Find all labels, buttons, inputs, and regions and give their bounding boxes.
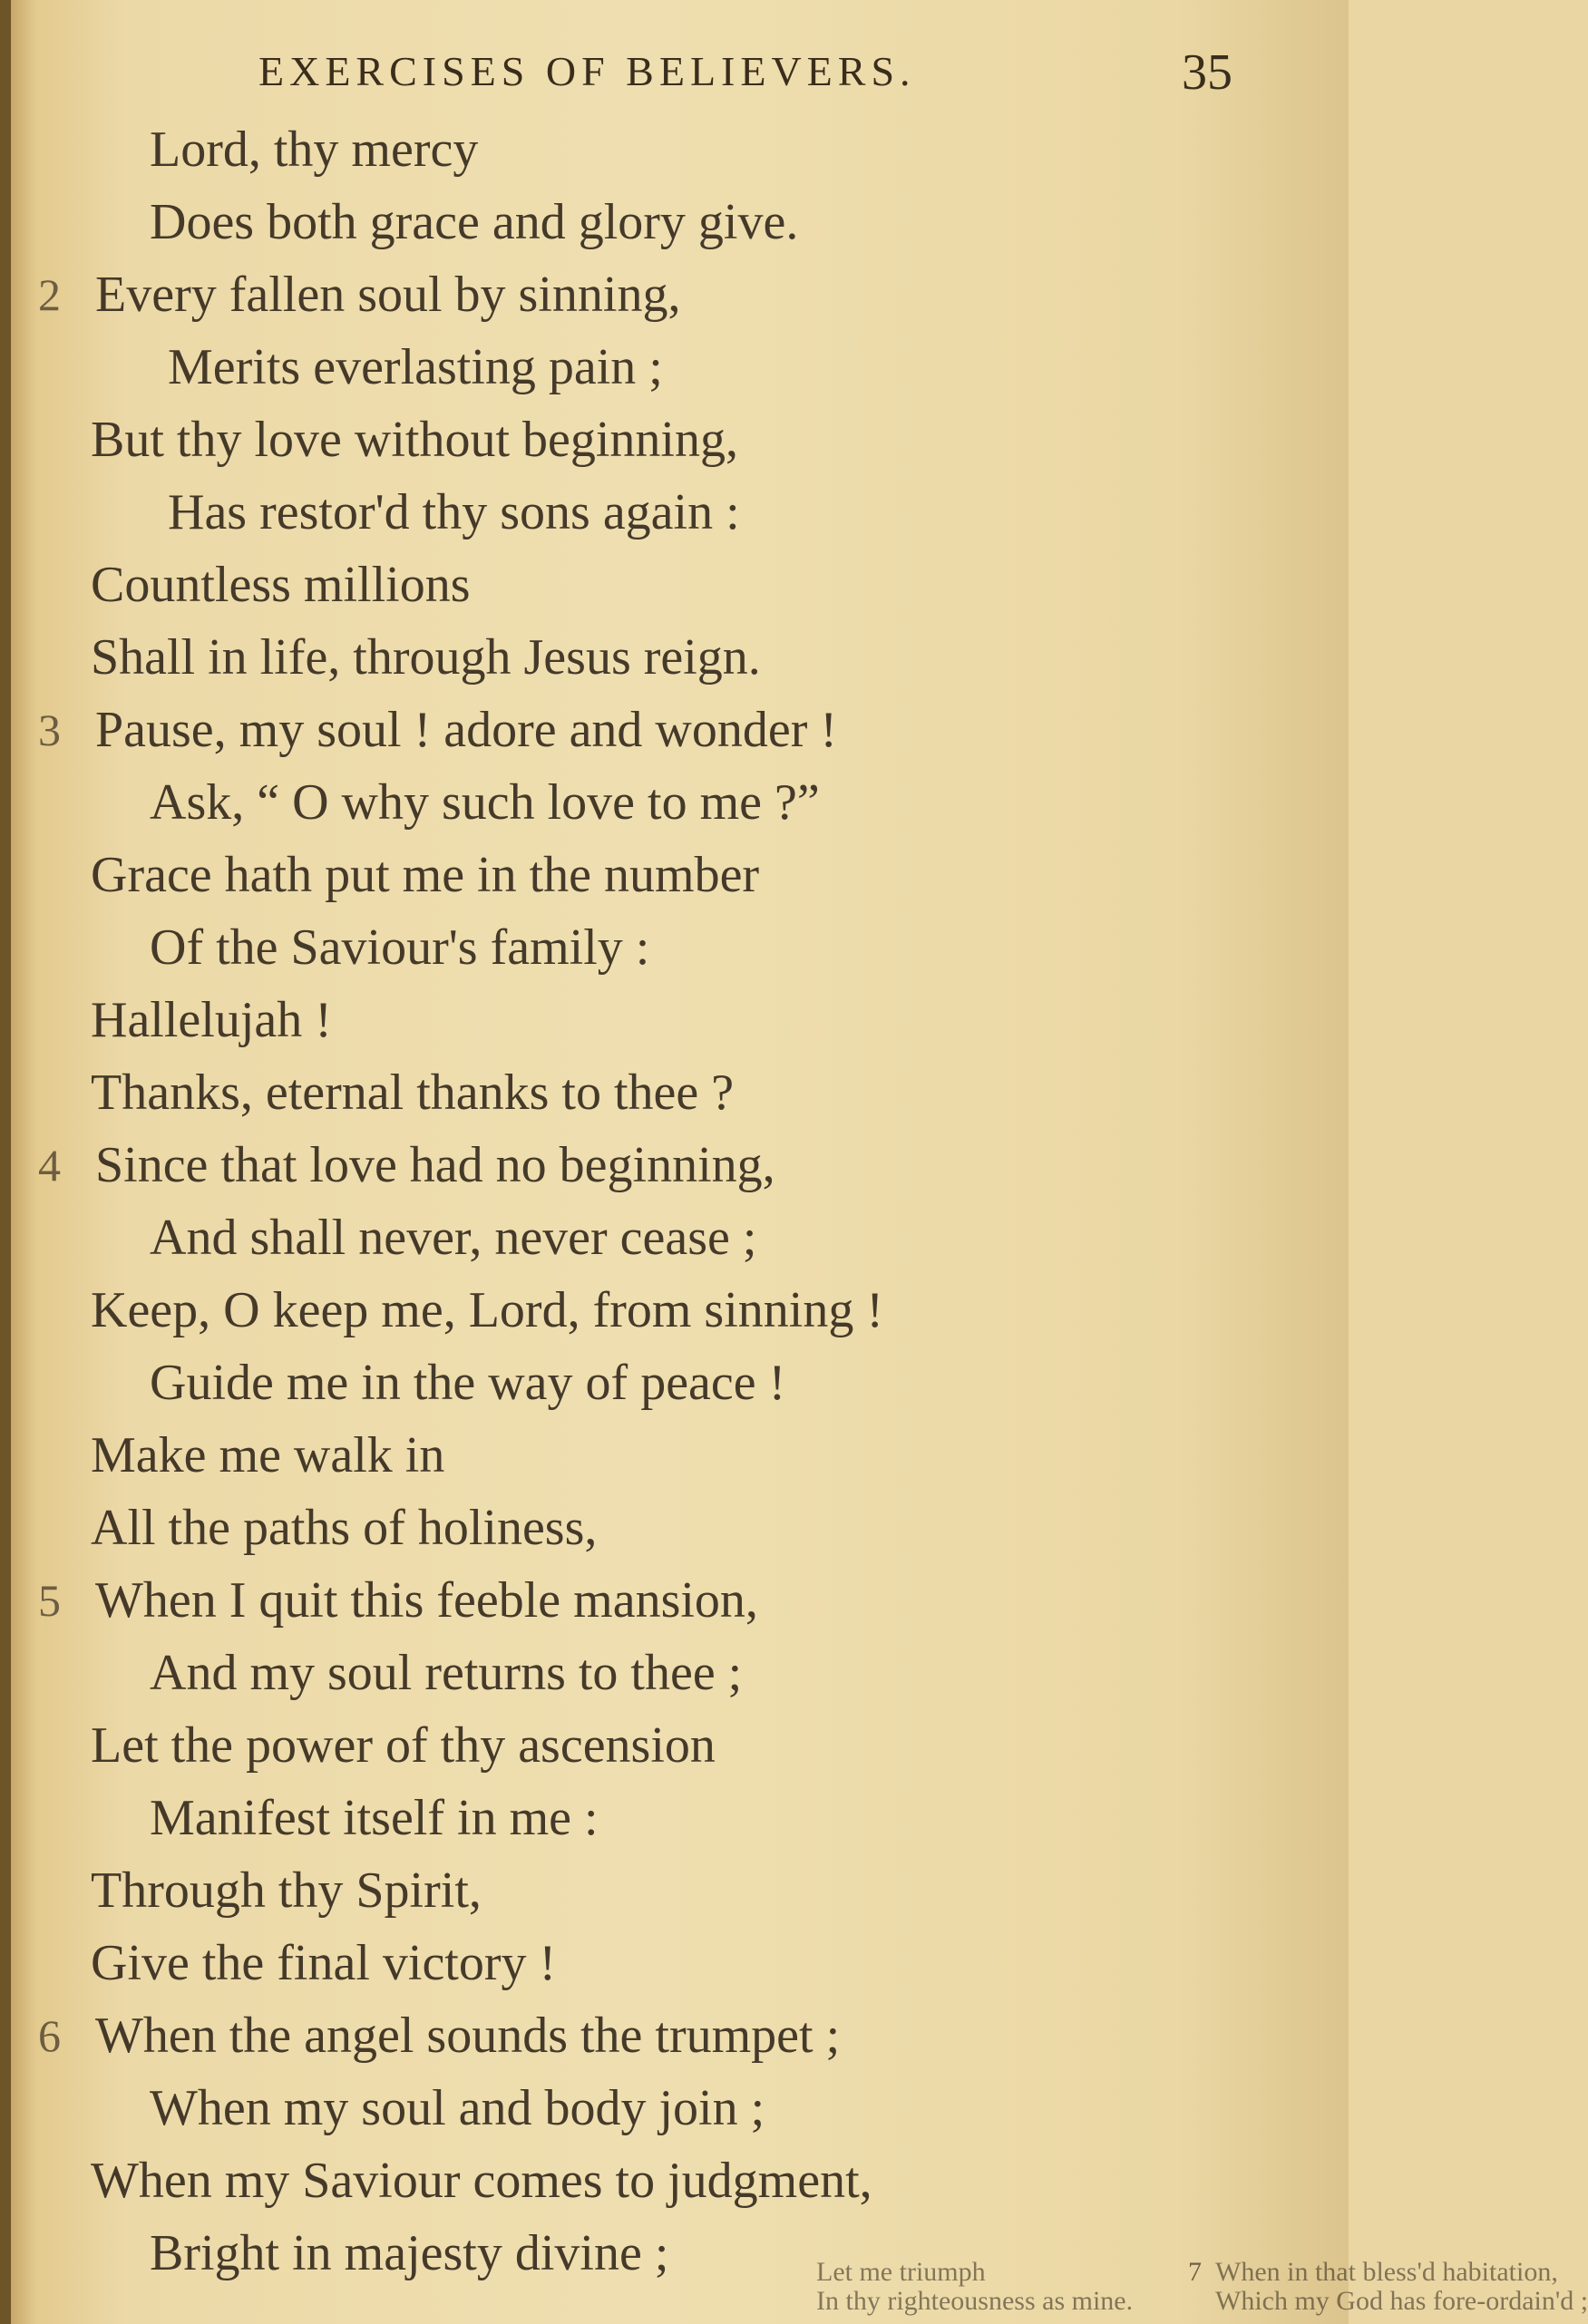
stanza-2-line-6: Shall in life, through Jesus reign. (91, 629, 761, 686)
stanza-7-number: 7 (1188, 2257, 1202, 2287)
stanza-6-line-3: When my Saviour comes to judgment, (91, 2153, 872, 2209)
stanza-6-line-5: Let me triumph (816, 2257, 986, 2287)
stanza-5-number: 5 (38, 1575, 61, 1626)
page-header (258, 44, 1247, 111)
stanza-3-line-5: Hallelujah ! (91, 992, 332, 1048)
stanza-2-line-3: But thy love without beginning, (91, 412, 738, 468)
stanza-2-line-4: Has restor'd thy sons again : (168, 484, 740, 540)
stanza-3-line-2: Ask, “ O why such love to me ?” (150, 774, 820, 831)
stanza-5-line-5: Through thy Spirit, (91, 1862, 482, 1919)
running-title: EXERCISES OF BELIEVERS. (258, 48, 916, 94)
stanza-6-line-4: Bright in majesty divine ; (150, 2225, 669, 2281)
binding-edge (0, 0, 11, 2324)
stanza-3-number: 3 (38, 705, 61, 755)
stanza-4-line-1: Since that love had no beginning, (95, 1137, 775, 1193)
stanza-2-line-1: Every fallen soul by sinning, (95, 267, 681, 323)
stanza-2-line-5: Countless millions (91, 557, 471, 613)
stanza-6-line-6: In thy righteousness as mine. (816, 2286, 1134, 2316)
stanza-4-line-3: Keep, O keep me, Lord, from sinning ! (91, 1282, 883, 1338)
stanza-4-line-6: All the paths of holiness, (91, 1500, 598, 1556)
stanza-6-line-2: When my soul and body join ; (150, 2080, 765, 2136)
stanza-5-line-3: Let the power of thy ascension (91, 1717, 716, 1774)
stanza-3-line-6: Thanks, eternal thanks to thee ? (91, 1065, 735, 1121)
stanza-4-line-2: And shall never, never cease ; (150, 1210, 757, 1266)
stanza-7-line-2: Which my God has fore-ordain'd ; (1215, 2286, 1588, 2316)
stanza-3-line-4: Of the Saviour's family : (150, 919, 650, 976)
page-number: 35 (1182, 44, 1232, 101)
stanza-2-line-2: Merits everlasting pain ; (168, 339, 663, 395)
stanza-4-line-4: Guide me in the way of peace ! (150, 1355, 786, 1411)
stanza-6-line-1: When the angel sounds the trumpet ; (95, 2008, 841, 2064)
stanza-1-line-1: Lord, thy mercy (150, 122, 479, 178)
stanza-3-line-1: Pause, my soul ! adore and wonder ! (95, 702, 838, 758)
stanza-5-line-6: Give the final victory ! (91, 1935, 557, 1991)
stanza-1-line-2: Does both grace and glory give. (150, 194, 799, 250)
stanza-5-line-4: Manifest itself in me : (150, 1790, 599, 1846)
stanza-6-number: 6 (38, 2010, 61, 2061)
stanza-2-number: 2 (38, 269, 61, 320)
stanza-5-line-1: When I quit this feeble mansion, (95, 1572, 758, 1629)
stanza-5-line-2: And my soul returns to thee ; (150, 1645, 743, 1701)
stanza-4-line-5: Make me walk in (91, 1427, 445, 1483)
stanza-7-line-1: When in that bless'd habitation, (1215, 2257, 1558, 2287)
stanza-4-number: 4 (38, 1140, 61, 1191)
stanza-3-line-3: Grace hath put me in the number (91, 847, 760, 903)
